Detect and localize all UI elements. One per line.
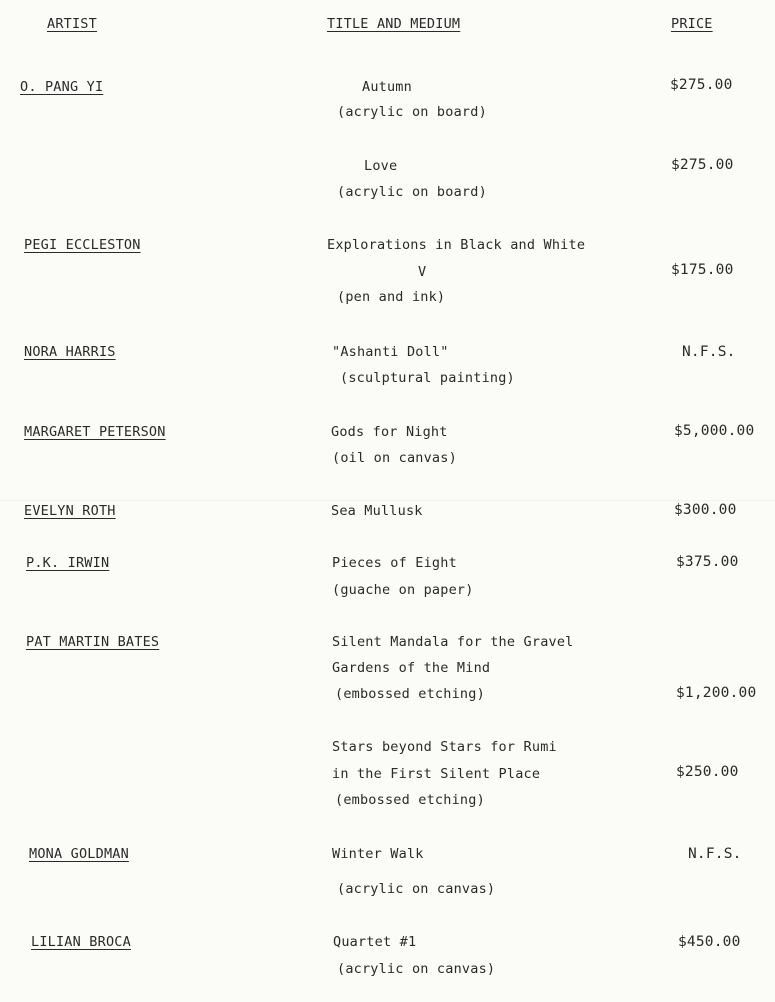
artwork-title-line2: in the First Silent Place [332,766,541,782]
artist-name: P.K. IRWIN [26,555,110,571]
artwork-medium: (embossed etching) [335,792,485,808]
header-title-medium: TITLE AND MEDIUM [327,16,461,32]
artist-name: NORA HARRIS [24,344,116,360]
artwork-price: $450.00 [678,934,741,950]
artwork-title-line2: Gardens of the Mind [332,660,491,676]
artwork-price: $275.00 [670,77,733,93]
paper-fold [0,500,775,501]
artwork-price: $250.00 [676,764,739,780]
artwork-title: Autumn [362,79,412,95]
artwork-medium: (sculptural painting) [340,370,515,386]
artwork-title: Quartet #1 [333,934,417,950]
artwork-medium: (acrylic on board) [337,184,487,200]
artwork-price: $275.00 [671,157,734,173]
artwork-title: Stars beyond Stars for Rumi [332,739,557,755]
artist-name: PAT MARTIN BATES [26,634,160,650]
artwork-medium: (guache on paper) [332,582,474,598]
artwork-price: $5,000.00 [674,423,755,439]
artwork-title: Gods for Night [331,424,448,440]
artwork-medium: (acrylic on canvas) [337,881,496,897]
artwork-title: Silent Mandala for the Gravel [332,634,574,650]
artwork-medium: (acrylic on board) [337,104,487,120]
artwork-title: Pieces of Eight [332,555,457,571]
artwork-price: $375.00 [676,554,739,570]
artwork-title: Explorations in Black and White [327,237,586,253]
artist-name: MARGARET PETERSON [24,424,166,440]
artwork-title: Love [364,158,398,174]
artwork-title-line2: V [418,264,427,280]
header-artist: ARTIST [47,16,97,32]
artist-name: PEGI ECCLESTON [24,237,141,253]
artwork-title: Winter Walk [332,846,424,862]
artwork-medium: (acrylic on canvas) [337,961,496,977]
artwork-medium: (embossed etching) [335,686,485,702]
artwork-price: $175.00 [671,262,734,278]
artwork-medium: (pen and ink) [337,289,446,305]
artwork-price: N.F.S. [682,344,736,360]
artwork-medium: (oil on canvas) [332,450,457,466]
header-price: PRICE [671,16,713,32]
artwork-title: "Ashanti Doll" [332,344,449,360]
artwork-price: $1,200.00 [676,685,757,701]
artist-name: MONA GOLDMAN [29,846,129,862]
artwork-price: $300.00 [674,502,737,518]
artist-name: LILIAN BROCA [31,934,131,950]
artwork-price: N.F.S. [688,846,742,862]
artist-name: EVELYN ROTH [24,503,116,519]
artist-name: O. PANG YI [20,79,104,95]
artwork-title: Sea Mullusk [331,503,423,519]
